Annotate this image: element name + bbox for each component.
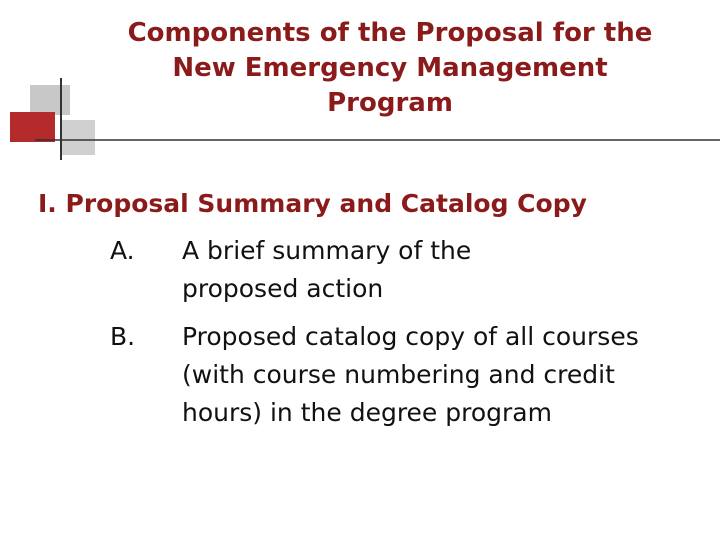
list-item-b-line-2: (with course numbering and credit	[182, 360, 615, 389]
deco-gray-square-right	[60, 120, 95, 155]
list-item-a-text	[182, 232, 712, 308]
slide-title-line-3: Program	[327, 88, 453, 118]
list-item-a-marker: A.	[110, 236, 135, 265]
list-item-b-line-1: Proposed catalog copy of all courses	[182, 322, 639, 351]
slide-title-line-1: Components of the Proposal for the	[127, 18, 653, 48]
list-item-a-line-1: A brief summary of the	[182, 236, 472, 265]
slide-title	[95, 16, 685, 121]
list-item-b-marker: B.	[110, 322, 136, 351]
list-item-b-text	[182, 318, 712, 432]
section-heading: I. Proposal Summary and Catalog Copy	[38, 189, 587, 218]
list-item-b-line-3: hours) in the degree program	[182, 398, 552, 427]
list-item-a-line-2: proposed action	[182, 274, 384, 303]
deco-red-square	[10, 112, 55, 142]
deco-gray-square-top	[30, 85, 70, 115]
slide-title-line-2: New Emergency Management	[172, 53, 608, 83]
